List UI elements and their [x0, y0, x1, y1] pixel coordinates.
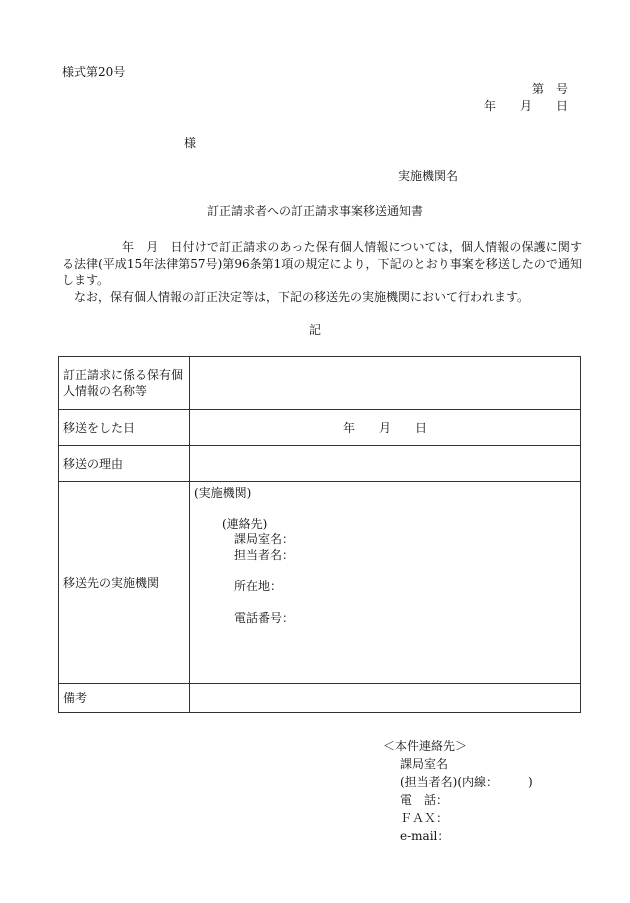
contact-label: (連絡先)	[222, 516, 268, 531]
agency-name: 実施機関名	[398, 169, 459, 183]
contact-block	[383, 737, 533, 845]
destination-agency-label: (実施機関)	[194, 486, 252, 500]
table-row	[59, 357, 581, 410]
phone-label: 電話番号：	[234, 610, 295, 625]
document-date: 年 月 日	[483, 99, 568, 113]
row-label-remarks: 備考	[59, 684, 190, 713]
person-label: 担当者名：	[234, 547, 295, 562]
table-row	[59, 446, 581, 482]
notice-body	[62, 239, 582, 305]
spacer	[194, 502, 576, 517]
spacer	[194, 595, 576, 611]
row-value-transfer-reason	[190, 446, 581, 482]
contact-fax: ＦＡＸ：	[400, 811, 449, 825]
contact-heading: ＜本件連絡先＞	[383, 739, 468, 753]
row-label-info-name: 訂正請求に係る保有個人情報の名称等	[59, 357, 190, 410]
document-title: 訂正請求者への訂正請求事案移送通知書	[206, 204, 423, 218]
row-value-transfer-date: 年 月 日	[190, 410, 581, 446]
spacer	[194, 563, 576, 579]
addressee-honorific: 様	[184, 136, 197, 150]
table-row	[59, 684, 581, 713]
form-number: 様式第20号	[62, 65, 126, 79]
body-paragraph-2: なお，保有個人情報の訂正決定等は，下記の移送先の実施機関において行われます。	[74, 289, 530, 304]
contact-email: e-mail：	[400, 829, 450, 843]
address-label: 所在地：	[234, 579, 283, 593]
row-value-destination-agency	[190, 482, 581, 684]
table-row	[59, 410, 581, 446]
row-value-info-name	[190, 357, 581, 410]
row-label-transfer-date: 移送をした日	[59, 410, 190, 446]
contact-dept: 課局室名	[400, 757, 449, 771]
transfer-details-table	[58, 356, 581, 713]
ki-label: 記	[308, 323, 321, 337]
table-row	[59, 482, 581, 684]
contact-phone: 電 話：	[400, 793, 449, 807]
body-paragraph-1: 年 月 日付けで訂正請求のあった保有個人情報については，個人情報の保護に関する法律(平成15年法律第57号)第96条第1項の規定により，下記のとおり事案を移送したので通知します。	[62, 240, 582, 287]
dept-label: 課局室名：	[234, 532, 295, 546]
row-value-remarks	[190, 684, 581, 713]
document-number: 第 号	[531, 82, 568, 96]
row-label-transfer-reason: 移送の理由	[59, 446, 190, 482]
contact-person: (担当者名)(内線： )	[400, 775, 533, 789]
row-label-destination-agency: 移送先の実施機関	[59, 482, 190, 684]
